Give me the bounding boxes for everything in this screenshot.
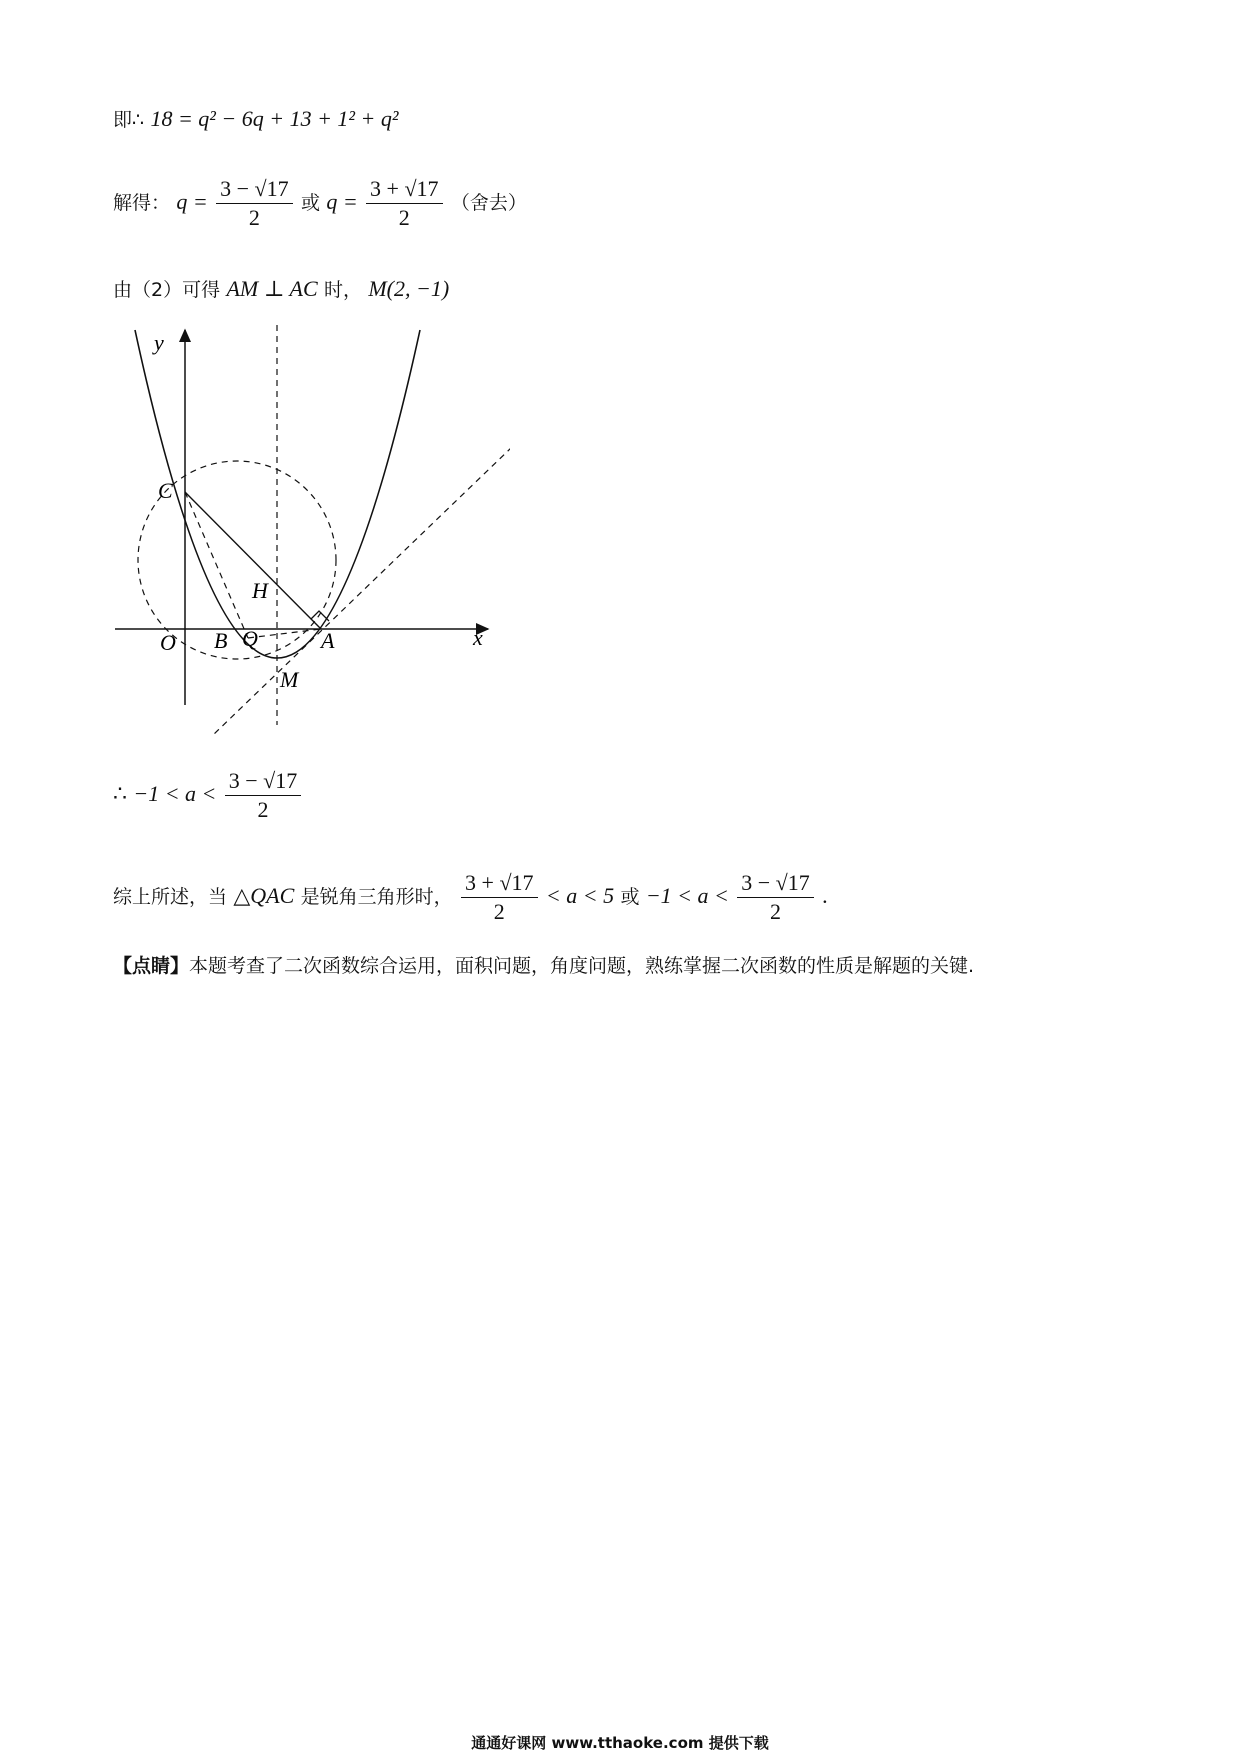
- segment-qa: [248, 629, 321, 638]
- fraction-q1-numerator: 3 − √17: [216, 178, 292, 204]
- label-m: M: [280, 667, 299, 692]
- fraction-q2-denominator: 2: [398, 205, 410, 230]
- condition-line: [113, 278, 449, 300]
- label-a: A: [321, 628, 335, 653]
- line4-inequality: −1 < a <: [133, 781, 217, 806]
- line2-q-label: q =: [176, 189, 208, 214]
- label-x: x: [473, 625, 483, 650]
- label-c: C: [158, 478, 173, 503]
- label-o: O: [160, 630, 176, 655]
- line5-inequality: −1 < a <: [645, 883, 729, 908]
- fraction-conclusion-1-denominator: 2: [493, 899, 505, 924]
- parabola-figure: [110, 320, 510, 740]
- comment-text: 本题考查了二次函数综合运用，面积问题，角度问题，熟练掌握二次函数的性质是解题的关键.: [189, 955, 975, 977]
- fraction-q1: [216, 178, 292, 229]
- fraction-q2: [366, 178, 442, 229]
- line3-math-b: M(2, −1): [368, 276, 450, 301]
- line1-equation: 18 = q² − 6q + 13 + 1² + q²: [150, 106, 399, 131]
- fraction-conclusion-2-denominator: 2: [769, 899, 781, 924]
- fraction-conclusion-2-numerator: 3 − √17: [737, 872, 813, 898]
- line5-mid: < a < 5: [545, 883, 615, 908]
- line1-prefix: 即∴: [113, 109, 145, 131]
- label-b: B: [214, 628, 228, 653]
- line3-text-a: 由（2）可得: [113, 279, 221, 301]
- line5-or: 或: [620, 886, 640, 908]
- line4-prefix: ∴: [113, 781, 127, 806]
- fraction-conclusion-2: [737, 872, 813, 923]
- segment-ca: [185, 492, 321, 629]
- label-h: H: [252, 578, 268, 603]
- line2-prefix: 解得：: [113, 192, 171, 214]
- line2-q-label-2: q =: [326, 189, 358, 214]
- line3-text-b: 时，: [323, 279, 362, 301]
- line2-or: 或: [300, 192, 320, 214]
- fraction-q1-denominator: 2: [248, 205, 260, 230]
- fraction-q2-numerator: 3 + √17: [366, 178, 442, 204]
- equation-line-1: [113, 108, 398, 130]
- line3-math-a: AM ⊥ AC: [226, 276, 318, 301]
- fraction-range-numerator: 3 − √17: [225, 770, 301, 796]
- fraction-range: [225, 770, 301, 821]
- line5-math-a: △QAC: [233, 883, 295, 908]
- fraction-conclusion-1: [461, 872, 537, 923]
- comment-line: [113, 955, 974, 976]
- page-footer: 通通好课网 www.tthaoke.com 提供下载: [471, 1734, 769, 1752]
- line5-text-b: 是锐角三角形时，: [300, 886, 453, 908]
- fraction-conclusion-1-numerator: 3 + √17: [461, 872, 537, 898]
- line5-end: .: [822, 883, 828, 908]
- comment-tag: 【点睛】: [113, 955, 190, 977]
- solution-line: [113, 178, 527, 229]
- line2-note: （舍去）: [450, 192, 527, 214]
- conclusion-line: [113, 872, 828, 923]
- line5-text-a: 综上所述，当: [113, 886, 228, 908]
- fraction-range-denominator: 2: [257, 797, 269, 822]
- range-line: [113, 770, 303, 821]
- label-y: y: [154, 330, 164, 355]
- label-q: Q: [242, 626, 258, 651]
- segment-cq: [185, 492, 248, 638]
